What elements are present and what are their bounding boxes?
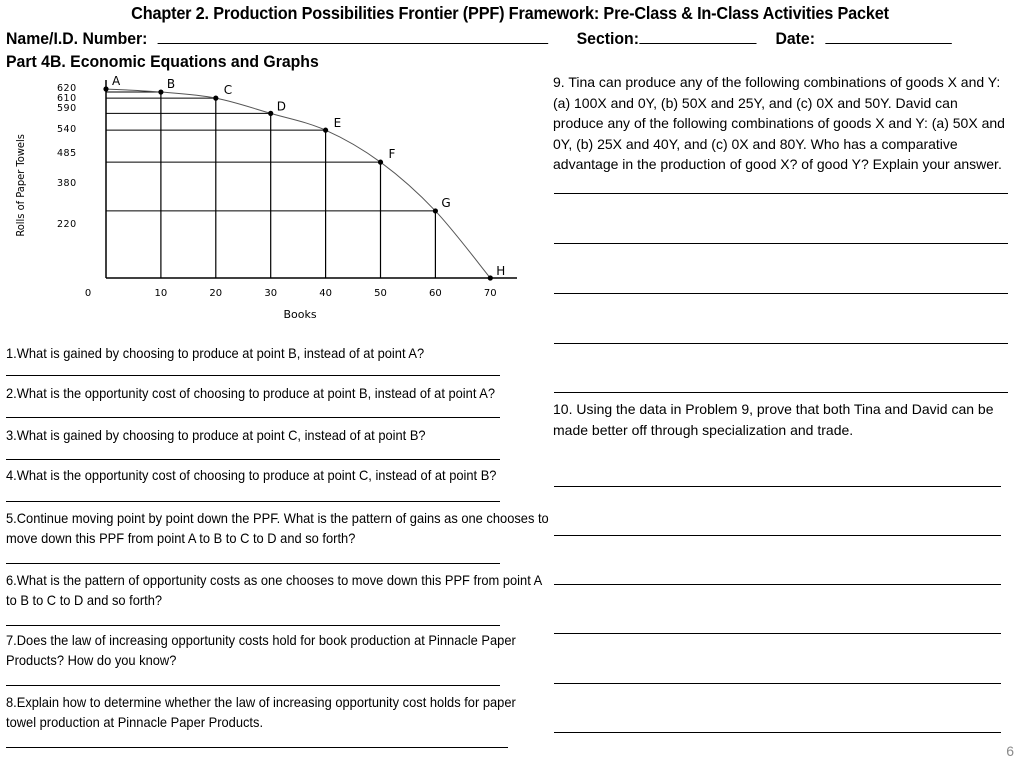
y-tick-label: 485 [57, 148, 77, 159]
question-text: 4.What is the opportunity cost of choosing to produce at point C, instead of at point B? [6, 467, 497, 483]
name-input-line[interactable] [157, 43, 548, 44]
page-number: 6 [1006, 743, 1014, 759]
x-tick-label: 10 [154, 288, 168, 299]
answer-line-4[interactable] [6, 501, 500, 502]
answer-line-3[interactable] [6, 459, 500, 460]
question-7 [6, 630, 516, 670]
y-axis-label: Rolls of Paper Towels [14, 134, 28, 237]
q9-answer-line[interactable] [554, 392, 1008, 393]
answer-line-1[interactable] [6, 375, 500, 376]
question-8 [6, 692, 516, 732]
name-label: Name/I.D. Number: [6, 29, 148, 48]
ppf-point-label-g: G [441, 195, 451, 210]
x-tick-label: 40 [319, 288, 332, 299]
question-6 [6, 570, 542, 610]
question-2 [6, 383, 503, 403]
part-title: Part 4B. Economic Equations and Graphs [6, 52, 319, 71]
question-text: 7.Does the law of increasing opportunity costs hold for book production at Pinnacle Paper Products? How do you know? [6, 632, 516, 668]
question-9-line: (a) 100X and 0Y, (b) 50X and 25Y, and (c) 0X and 50Y. David can [553, 94, 958, 111]
q10-answer-line[interactable] [554, 535, 1001, 536]
y-tick-label: 590 [57, 103, 77, 114]
q9-answer-line[interactable] [554, 293, 1008, 294]
x-tick-label: 60 [429, 288, 442, 299]
section-label: Section: [576, 29, 639, 48]
x-axis-label: Books [283, 308, 317, 321]
q9-answer-line[interactable] [554, 243, 1008, 244]
y-tick-label: 610 [57, 93, 77, 104]
ppf-curve [106, 89, 490, 278]
ppf-chart [0, 72, 540, 327]
date-label: Date: [775, 29, 815, 48]
x-tick-label: 20 [209, 288, 223, 299]
question-text: 8.Explain how to determine whether the law of increasing opportunity cost holds for paper towel production at Pinnacle Paper Products. [6, 694, 516, 730]
answer-line-7[interactable] [6, 685, 500, 686]
question-1 [6, 343, 503, 363]
q10-answer-line[interactable] [554, 633, 1001, 634]
question-text: 1.What is gained by choosing to produce at point B, instead of at point A? [6, 345, 425, 361]
answer-line-2[interactable] [6, 417, 500, 418]
question-9-line: 9. Tina can produce any of the following combinations of goods X and Y: [553, 74, 1001, 90]
q10-answer-line[interactable] [554, 732, 1001, 733]
ppf-point-f [378, 160, 383, 165]
answer-line-5[interactable] [6, 563, 500, 564]
page-title: Chapter 2. Production Possibilities Frontier (PPF) Framework: Pre-Class & In-Class Activities Packet [131, 3, 889, 23]
question-9-line: produce any of the following combinations of goods X and Y: (a) 50X and [553, 115, 1005, 131]
q10-answer-line[interactable] [554, 584, 1001, 585]
ppf-point-label-a: A [112, 74, 121, 88]
q9-answer-line[interactable] [554, 193, 1008, 194]
y-tick-label: 380 [57, 178, 77, 189]
ppf-point-label-h: H [496, 264, 506, 278]
ppf-point-label-c: C [223, 83, 233, 98]
question-9 [553, 72, 1013, 175]
ppf-point-label-f: F [388, 147, 396, 162]
ppf-point-e [323, 128, 328, 133]
student-info-line [6, 29, 951, 49]
ppf-point-h [488, 275, 493, 280]
x-tick-label: 50 [374, 288, 387, 299]
x-tick-label: 0 [84, 288, 92, 299]
q10-answer-line[interactable] [554, 486, 1001, 487]
question-9-line: 0Y, (b) 25X and 40Y, and (c) 0X and 80Y. Who has a comparative [553, 135, 958, 152]
ppf-point-label-b: B [166, 77, 176, 92]
q9-answer-line[interactable] [554, 343, 1008, 344]
question-9-line: advantage in the production of good X? of good Y? Explain your answer. [553, 156, 1002, 172]
question-text: 2.What is the opportunity cost of choosing to produce at point B, instead of at point A? [6, 385, 496, 401]
ppf-point-b [158, 89, 163, 94]
y-tick-label: 220 [57, 219, 77, 230]
date-input-line[interactable] [825, 43, 951, 44]
ppf-point-c [213, 96, 218, 101]
x-tick-label: 70 [483, 288, 497, 299]
question-text: 6.What is the pattern of opportunity costs as one chooses to move down this PPF from point A to B to C to D and so forth? [6, 572, 542, 608]
ppf-point-d [268, 111, 273, 116]
question-4 [6, 465, 503, 485]
question-5 [6, 508, 549, 548]
question-text: 5.Continue moving point by point down the PPF. What is the pattern of gains as one chooses to move down this PPF from point A to B to C to D and so forth? [6, 510, 549, 546]
chart-grid-lines [106, 89, 490, 278]
ppf-point-g [433, 208, 438, 213]
y-tick-label: 620 [57, 83, 77, 94]
question-10: 10. Using the data in Problem 9, prove that both Tina and David can be made better off through specialization and trade. [553, 401, 994, 438]
x-tick-label: 30 [264, 288, 278, 299]
ppf-point-label-d: D [276, 99, 286, 114]
answer-line-6[interactable] [6, 625, 500, 626]
y-tick-label: 540 [57, 124, 77, 135]
question-text: 3.What is gained by choosing to produce at point C, instead of at point B? [6, 427, 426, 443]
q10-answer-line[interactable] [554, 683, 1001, 684]
section-input-line[interactable] [639, 43, 756, 44]
ppf-point-label-e: E [333, 116, 342, 131]
answer-line-8[interactable] [6, 747, 508, 748]
question-3 [6, 425, 503, 445]
ppf-point-a [103, 86, 108, 91]
